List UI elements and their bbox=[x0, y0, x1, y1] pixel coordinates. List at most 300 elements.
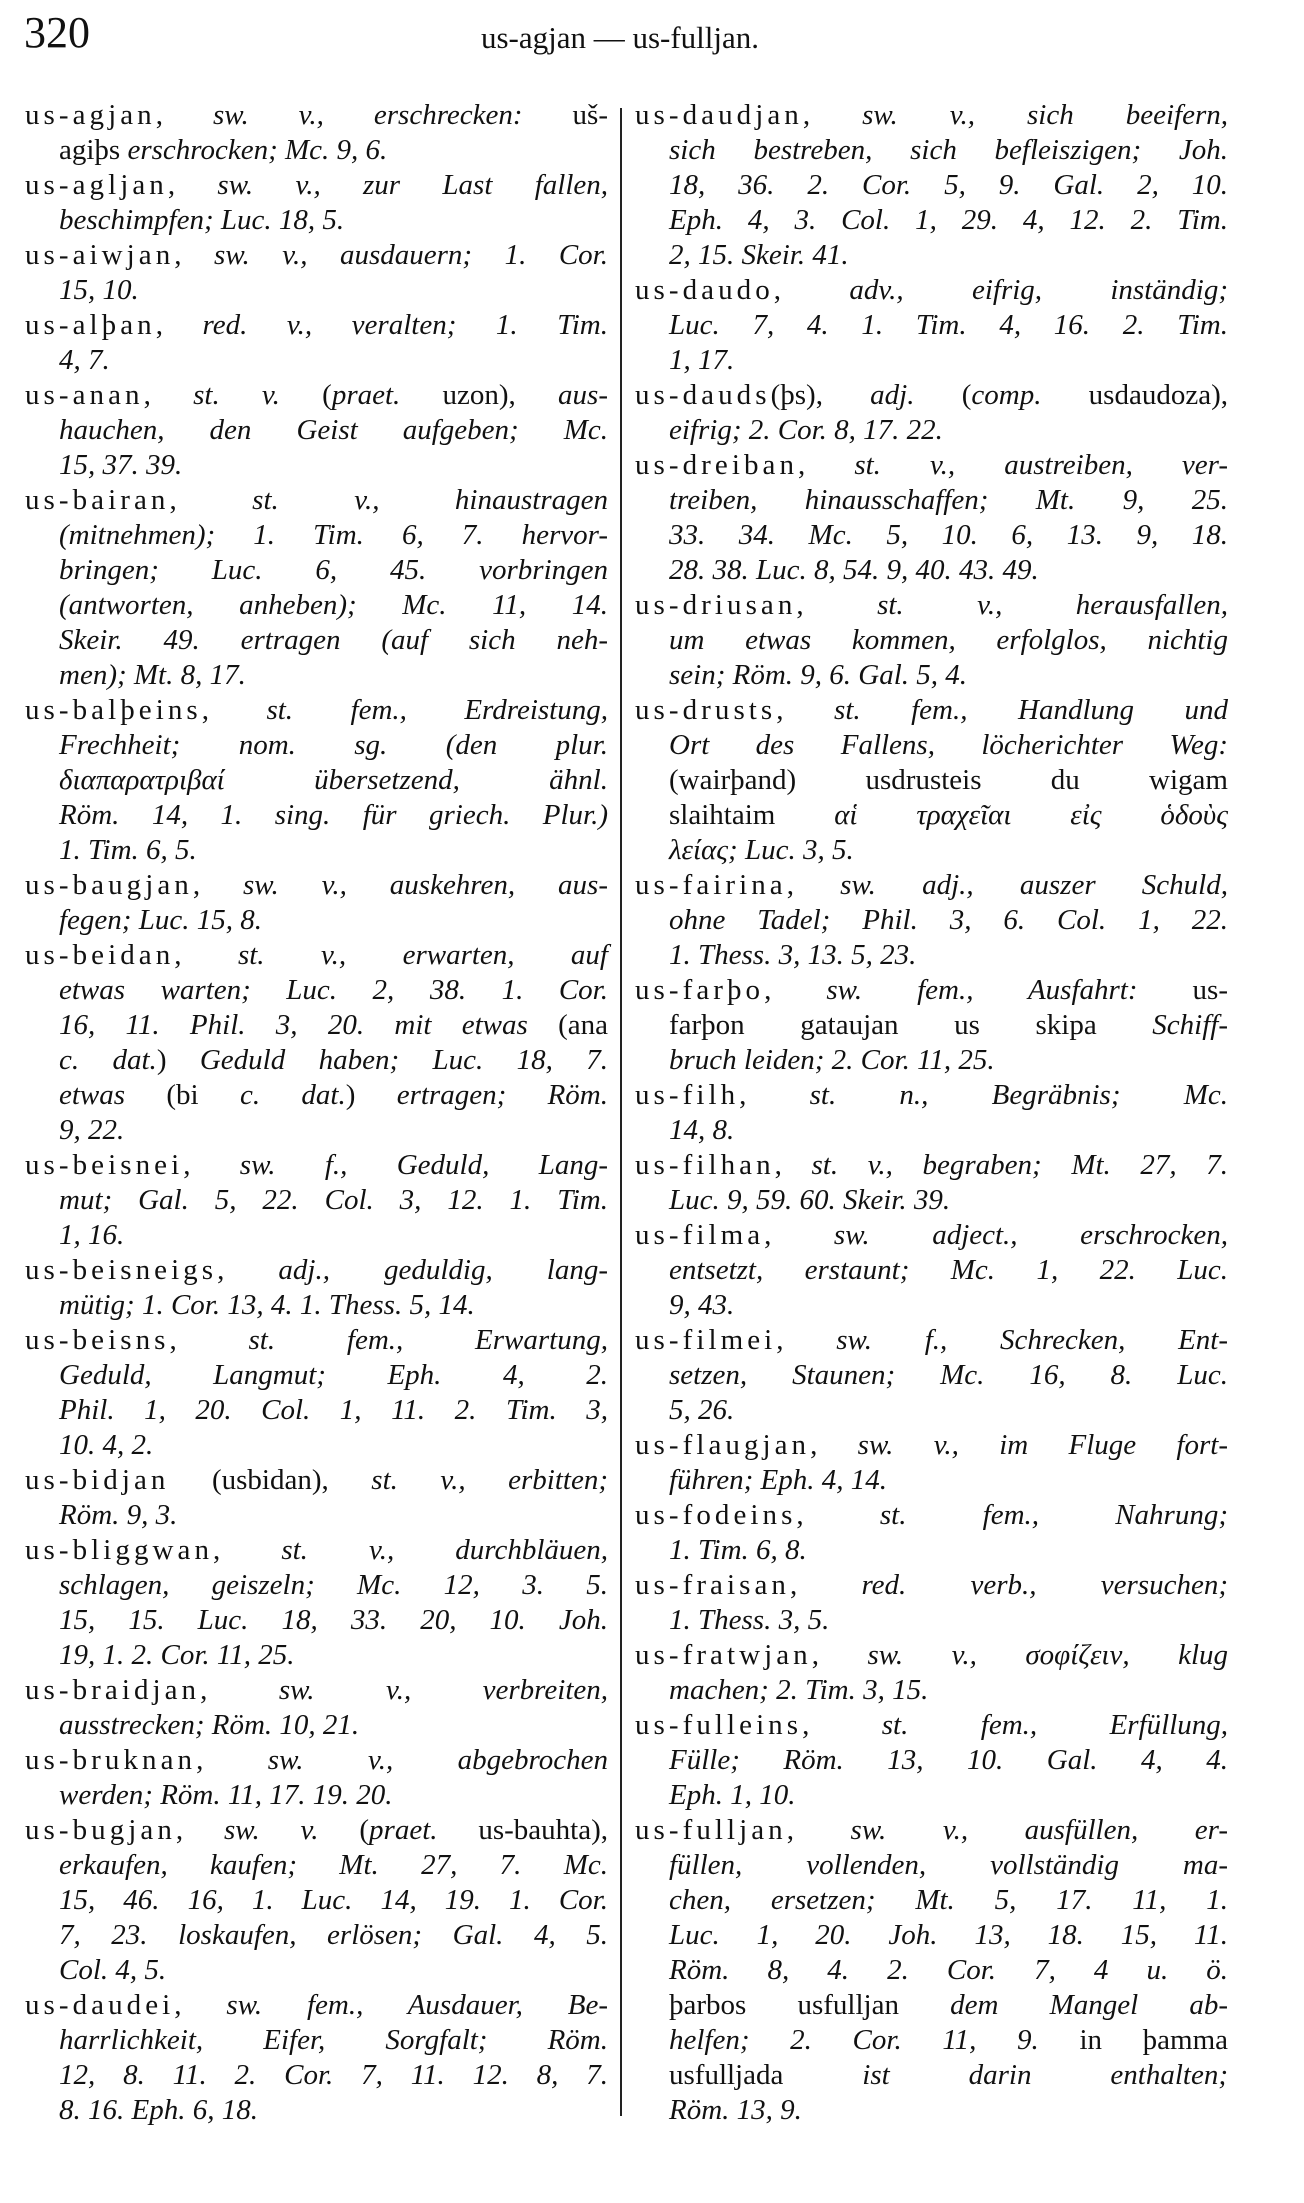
italic-gloss: Röm. 13, 9. bbox=[669, 2094, 802, 2126]
headword: us-braidjan bbox=[25, 1674, 201, 1706]
entry-line bbox=[25, 1498, 608, 1533]
dictionary-entry bbox=[25, 308, 608, 378]
gothic-text: , bbox=[201, 694, 209, 726]
entry-line bbox=[635, 1988, 1228, 2023]
italic-gloss: 1. Tim. 6, 8. bbox=[669, 1534, 807, 1566]
italic-gloss: eifrig; 2. Cor. 8, 17. 22. bbox=[669, 414, 943, 446]
italic-gloss: praet. bbox=[331, 379, 401, 411]
left-column bbox=[25, 98, 608, 2128]
dictionary-entry bbox=[25, 1813, 608, 1988]
entry-line bbox=[635, 1428, 1228, 1463]
italic-gloss: sw. v., erschrecken: bbox=[162, 99, 523, 131]
italic-gloss: praet. bbox=[369, 1814, 438, 1846]
entry-line bbox=[25, 868, 608, 903]
italic-gloss: setzen, Staunen; Mc. 16, 8. Luc. bbox=[669, 1359, 1228, 1391]
gothic-text: þarbos usfulljan bbox=[669, 1989, 951, 2021]
entry-line bbox=[635, 658, 1228, 693]
gothic-text: (þs), bbox=[770, 379, 871, 411]
italic-gloss: aus- bbox=[558, 379, 608, 411]
gothic-text: ( bbox=[279, 379, 332, 411]
italic-gloss: λείας; Luc. 3, 5. bbox=[669, 834, 854, 866]
italic-gloss: sw. adject., erschrocken, bbox=[771, 1219, 1228, 1251]
dictionary-entry bbox=[25, 1743, 608, 1813]
italic-gloss: sein; Röm. 9, 6. Gal. 5, 4. bbox=[669, 659, 968, 691]
italic-gloss: 14, 8. bbox=[669, 1114, 735, 1146]
italic-gloss: sich bestreben, sich befleiszigen; Joh. bbox=[669, 134, 1228, 166]
entry-line bbox=[635, 1323, 1228, 1358]
gothic-text: us-bauhta), bbox=[437, 1814, 608, 1846]
italic-gloss: 15, 10. bbox=[59, 274, 139, 306]
dictionary-entry bbox=[635, 588, 1228, 693]
headword: us-dauds bbox=[635, 379, 771, 411]
headword: us-bugjan bbox=[25, 1814, 176, 1846]
italic-gloss: etwas warten; Luc. 2, 38. 1. Cor. bbox=[59, 974, 608, 1006]
italic-gloss: Geduld, Langmut; Eph. 4, 2. bbox=[59, 1359, 608, 1391]
dictionary-entry bbox=[635, 1638, 1228, 1708]
entry-line bbox=[25, 1533, 608, 1568]
italic-gloss: Fülle; Röm. 13, 10. Gal. 4, 4. bbox=[669, 1744, 1228, 1776]
entry-line bbox=[25, 1428, 608, 1463]
italic-gloss: Luc. 1, 20. Joh. 13, 18. 15, 11. bbox=[669, 1919, 1228, 1951]
italic-gloss: adj. bbox=[870, 379, 915, 411]
dictionary-entry bbox=[25, 98, 608, 168]
entry-line bbox=[25, 1358, 608, 1393]
entry-line bbox=[25, 903, 608, 938]
gothic-text: , bbox=[764, 1219, 772, 1251]
italic-gloss: 1, 16. bbox=[59, 1219, 125, 1251]
entry-line bbox=[635, 973, 1228, 1008]
entry-line bbox=[635, 343, 1228, 378]
entry-line bbox=[635, 553, 1228, 588]
entry-line bbox=[25, 1918, 608, 1953]
entry-line bbox=[25, 1848, 608, 1883]
italic-gloss: st. fem., Erfüllung, bbox=[809, 1709, 1228, 1741]
entry-line bbox=[25, 308, 608, 343]
entry-line bbox=[25, 2058, 608, 2093]
entry-line bbox=[635, 1638, 1228, 1673]
italic-gloss: etwas bbox=[59, 1079, 126, 1111]
entry-line bbox=[25, 1043, 608, 1078]
dictionary-entry bbox=[25, 938, 608, 1148]
italic-gloss: 18, 36. 2. Cor. 5, 9. Gal. 2, 10. bbox=[669, 169, 1228, 201]
entry-line bbox=[635, 238, 1228, 273]
headword: us-filmei bbox=[635, 1324, 777, 1356]
dictionary-entry bbox=[25, 693, 608, 868]
gothic-text: , bbox=[796, 1499, 804, 1531]
italic-gloss: st. v., erbitten; bbox=[371, 1464, 609, 1496]
entry-line bbox=[635, 1043, 1228, 1078]
italic-gloss: comp. bbox=[971, 379, 1042, 411]
italic-gloss: 8. 16. Eph. 6, 18. bbox=[59, 2094, 258, 2126]
gothic-text: , bbox=[183, 1149, 191, 1181]
entry-line bbox=[635, 1078, 1228, 1113]
italic-gloss: ohne Tadel; Phil. 3, 6. Col. 1, 22. bbox=[669, 904, 1228, 936]
gothic-text: , bbox=[786, 869, 794, 901]
gothic-text: , bbox=[798, 449, 806, 481]
italic-gloss: ausstrecken; Röm. 10, 21. bbox=[59, 1709, 360, 1741]
italic-gloss: dem Mangel ab- bbox=[950, 1989, 1228, 2021]
gothic-text: (wairþand) usdrusteis du wigam bbox=[669, 764, 1228, 796]
italic-gloss: adj., geduldig, lang- bbox=[224, 1254, 608, 1286]
dictionary-entry bbox=[25, 238, 608, 308]
entry-line bbox=[25, 1078, 608, 1113]
headword: us-daudjan bbox=[635, 99, 803, 131]
headword: us-agljan bbox=[25, 169, 168, 201]
italic-gloss: st. v., erwarten, auf bbox=[181, 939, 608, 971]
entry-line bbox=[635, 378, 1228, 413]
italic-gloss: sw. v., ausdauern; 1. Cor. bbox=[181, 239, 608, 271]
italic-gloss: werden; Röm. 11, 17. 19. 20. bbox=[59, 1779, 393, 1811]
dictionary-entry bbox=[635, 1148, 1228, 1218]
headword: us-anan bbox=[25, 379, 144, 411]
italic-gloss: sw. f., Geduld, Lang- bbox=[190, 1149, 608, 1181]
gothic-text: uzon), bbox=[400, 379, 559, 411]
dictionary-entry bbox=[635, 1568, 1228, 1638]
gothic-text: , bbox=[776, 694, 784, 726]
italic-gloss: adv., eifrig, inständig; bbox=[781, 274, 1228, 306]
headword: us-beisneigs bbox=[25, 1254, 218, 1286]
entry-line bbox=[635, 1743, 1228, 1778]
entry-line bbox=[25, 623, 608, 658]
gothic-text: ( bbox=[914, 379, 972, 411]
dictionary-entry bbox=[635, 1428, 1228, 1498]
dictionary-entry bbox=[25, 168, 608, 238]
italic-gloss: harrlichkeit, Eifer, Sorgfalt; Röm. bbox=[59, 2024, 608, 2056]
italic-gloss: st. v., begraben; Mt. 27, 7. bbox=[781, 1149, 1228, 1181]
gothic-text: , bbox=[213, 1534, 221, 1566]
entry-line bbox=[25, 833, 608, 868]
italic-gloss: Röm. 9, 3. bbox=[59, 1499, 178, 1531]
gothic-text: , bbox=[143, 379, 151, 411]
gothic-text: , bbox=[802, 1709, 810, 1741]
entry-line bbox=[635, 308, 1228, 343]
entry-line bbox=[25, 448, 608, 483]
italic-gloss: Frechheit; nom. sg. (den plur. bbox=[59, 729, 608, 761]
entry-line bbox=[25, 728, 608, 763]
entry-line bbox=[635, 693, 1228, 728]
gothic-text: , bbox=[155, 309, 163, 341]
gothic-text: , bbox=[802, 99, 811, 131]
headword: us-driusan bbox=[635, 589, 797, 621]
italic-gloss: erschrocken; Mc. 9, 6. bbox=[127, 134, 388, 166]
italic-gloss: ertragen; Röm. bbox=[396, 1079, 608, 1111]
entry-line bbox=[25, 518, 608, 553]
italic-gloss: (antworten, anheben); Mc. 11, 14. bbox=[59, 589, 608, 621]
entry-line bbox=[25, 1288, 608, 1323]
italic-gloss: Röm. 14, 1. sing. für griech. Plur.) bbox=[59, 799, 608, 831]
headword: us-beisnei bbox=[25, 1149, 184, 1181]
italic-gloss: red. v., veralten; 1. Tim. bbox=[162, 309, 608, 341]
italic-gloss: 10. 4, 2. bbox=[59, 1429, 154, 1461]
italic-gloss: 16, 11. Phil. 3, 20. mit etwas bbox=[59, 1009, 528, 1041]
italic-gloss: Skeir. 49. ertragen (auf sich neh- bbox=[59, 624, 608, 656]
entry-line bbox=[25, 413, 608, 448]
headword: us-fraisan bbox=[635, 1569, 790, 1601]
italic-gloss: Eph. 4, 3. Col. 1, 29. 4, 12. 2. Tim. bbox=[669, 204, 1228, 236]
headword: us-daudei bbox=[25, 1989, 175, 2021]
gothic-text: usdaudoza), bbox=[1041, 379, 1228, 411]
headword: us-fodeins bbox=[635, 1499, 797, 1531]
italic-gloss: Col. 4, 5. bbox=[59, 1954, 167, 1986]
entry-line bbox=[635, 798, 1228, 833]
entry-line bbox=[25, 483, 608, 518]
gothic-text: , bbox=[192, 869, 201, 901]
dictionary-entry bbox=[635, 448, 1228, 588]
italic-gloss: sw. v. bbox=[183, 1814, 319, 1846]
entry-line bbox=[25, 553, 608, 588]
entry-line bbox=[25, 1743, 608, 1778]
italic-gloss: sw. v., verbreiten, bbox=[207, 1674, 608, 1706]
gothic-text: , bbox=[167, 169, 176, 201]
italic-gloss: st. fem., Handlung und bbox=[783, 694, 1228, 726]
entry-line bbox=[635, 1498, 1228, 1533]
entry-line bbox=[25, 693, 608, 728]
italic-gloss: hauchen, den Geist aufgeben; Mc. bbox=[59, 414, 608, 446]
headword: us-bairan bbox=[25, 484, 170, 516]
italic-gloss: mut; Gal. 5, 22. Col. 3, 12. 1. Tim. bbox=[59, 1184, 608, 1216]
entry-line bbox=[635, 1463, 1228, 1498]
entry-line bbox=[635, 1533, 1228, 1568]
entry-line bbox=[635, 1393, 1228, 1428]
italic-gloss: erkaufen, kaufen; Mt. 27, 7. Mc. bbox=[59, 1849, 608, 1881]
italic-gloss: st. v., hinaustragen bbox=[176, 484, 608, 516]
dictionary-entry bbox=[25, 1533, 608, 1673]
gothic-text: , bbox=[739, 1079, 747, 1111]
italic-gloss: 12, 8. 11. 2. Cor. 7, 11. 12. 8, 7. bbox=[59, 2059, 608, 2091]
entry-line bbox=[635, 273, 1228, 308]
gothic-text: , bbox=[796, 589, 804, 621]
entry-line bbox=[635, 483, 1228, 518]
entry-line bbox=[635, 133, 1228, 168]
italic-gloss: Phil. 1, 20. Col. 1, 11. 2. Tim. 3, bbox=[59, 1394, 608, 1426]
italic-gloss: Schiff- bbox=[1152, 1009, 1228, 1041]
dictionary-entry bbox=[635, 273, 1228, 378]
italic-gloss: schlagen, geiszeln; Mc. 12, 3. 5. bbox=[59, 1569, 608, 1601]
dictionary-entry bbox=[25, 1988, 608, 2128]
entry-line bbox=[635, 903, 1228, 938]
entry-line bbox=[635, 1778, 1228, 1813]
italic-gloss: bruch leiden; 2. Cor. 11, 25. bbox=[669, 1044, 995, 1076]
italic-gloss: (mitnehmen); 1. Tim. 6, 7. hervor- bbox=[59, 519, 608, 551]
entry-line bbox=[25, 2093, 608, 2128]
entry-line bbox=[25, 133, 608, 168]
italic-gloss: red. verb., versuchen; bbox=[797, 1569, 1228, 1601]
italic-gloss: 19, 1. 2. Cor. 11, 25. bbox=[59, 1639, 295, 1671]
entry-line bbox=[635, 588, 1228, 623]
dictionary-entry bbox=[25, 378, 608, 483]
gothic-text: us- bbox=[1137, 974, 1228, 1006]
headword: us-filh bbox=[635, 1079, 740, 1111]
gothic-text: , bbox=[773, 274, 782, 306]
entry-line bbox=[25, 1463, 608, 1498]
headword: us-fulleins bbox=[635, 1709, 803, 1741]
gothic-text: , bbox=[169, 1324, 177, 1356]
italic-gloss: 33. 34. Mc. 5, 10. 6, 13. 9, 18. bbox=[669, 519, 1228, 551]
gothic-text: , bbox=[217, 1254, 225, 1286]
gothic-text: (ana bbox=[527, 1009, 608, 1041]
dictionary-entry bbox=[635, 868, 1228, 973]
entry-line bbox=[25, 1148, 608, 1183]
dictionary-entry bbox=[635, 973, 1228, 1078]
italic-gloss: sw. fem., Ausfahrt: bbox=[771, 974, 1138, 1006]
entry-line bbox=[25, 168, 608, 203]
entry-line bbox=[25, 273, 608, 308]
italic-gloss: 15, 46. 16, 1. Luc. 14, 19. 1. Cor. bbox=[59, 1884, 608, 1916]
right-column bbox=[635, 98, 1228, 2128]
entry-line bbox=[25, 1218, 608, 1253]
gothic-text: , bbox=[810, 1429, 818, 1461]
entry-line bbox=[635, 623, 1228, 658]
gothic-text: , bbox=[774, 1149, 782, 1181]
headword: us-bliggwan bbox=[25, 1534, 214, 1566]
dictionary-entry bbox=[635, 1218, 1228, 1323]
italic-gloss: bringen; Luc. 6, 45. vorbringen bbox=[59, 554, 608, 586]
dictionary-entry bbox=[25, 1463, 608, 1533]
entry-line bbox=[635, 1813, 1228, 1848]
italic-gloss: st. v. bbox=[150, 379, 280, 411]
headword: us-daudo bbox=[635, 274, 774, 306]
italic-gloss: st. v., herausfallen, bbox=[803, 589, 1228, 621]
gothic-text: in þamma bbox=[1038, 2024, 1228, 2056]
gothic-text: usfulljada bbox=[669, 2059, 863, 2091]
italic-gloss: c. dat. bbox=[239, 1079, 346, 1111]
dictionary-entry bbox=[25, 1148, 608, 1253]
gothic-text: (usbidan), bbox=[169, 1464, 372, 1496]
italic-gloss: Luc. 9, 59. 60. Skeir. 39. bbox=[669, 1184, 951, 1216]
headword: us-flaugjan bbox=[635, 1429, 811, 1461]
italic-gloss: c. dat. bbox=[59, 1044, 157, 1076]
dictionary-entry bbox=[635, 1813, 1228, 2128]
italic-gloss: helfen; 2. Cor. 11, 9. bbox=[669, 2024, 1039, 2056]
dictionary-entry bbox=[635, 693, 1228, 868]
italic-gloss: st. v., austreiben, ver- bbox=[805, 449, 1228, 481]
entry-line bbox=[635, 728, 1228, 763]
gothic-text: ) bbox=[156, 1044, 200, 1076]
entry-line bbox=[25, 343, 608, 378]
italic-gloss: machen; 2. Tim. 3, 15. bbox=[669, 1674, 929, 1706]
italic-gloss: men); Mt. 8, 17. bbox=[59, 659, 246, 691]
headword: us-baugjan bbox=[25, 869, 193, 901]
entry-line bbox=[25, 798, 608, 833]
gothic-text: , bbox=[789, 1569, 798, 1601]
entry-line bbox=[25, 1183, 608, 1218]
gothic-text: , bbox=[811, 1639, 819, 1671]
running-head: us-agjan — us-fulljan. bbox=[480, 20, 760, 55]
dictionary-entry bbox=[635, 1708, 1228, 1813]
italic-gloss: st. n., Begräbnis; Mc. bbox=[746, 1079, 1228, 1111]
entry-line bbox=[25, 1008, 608, 1043]
dictionary-entry bbox=[635, 1498, 1228, 1568]
italic-gloss: διαπαρατριβαί übersetzend, ähnl. bbox=[59, 764, 608, 796]
dictionary-entry bbox=[635, 1323, 1228, 1428]
headword: us-fratwjan bbox=[635, 1639, 812, 1671]
italic-gloss: sw. v., im Fluge fort- bbox=[817, 1429, 1228, 1461]
entry-line bbox=[635, 203, 1228, 238]
entry-line bbox=[25, 658, 608, 693]
italic-gloss: 2, 15. Skeir. 41. bbox=[669, 239, 849, 271]
dictionary-entry bbox=[25, 483, 608, 693]
italic-gloss: sw. adj., auszer Schuld, bbox=[793, 869, 1228, 901]
italic-gloss: 1. Tim. 6, 5. bbox=[59, 834, 197, 866]
italic-gloss: ist darin enthalten; bbox=[862, 2059, 1228, 2091]
italic-gloss: st. fem., Erdreistung, bbox=[209, 694, 608, 726]
entry-line bbox=[25, 1253, 608, 1288]
headword: us-aiwjan bbox=[25, 239, 175, 271]
italic-gloss: füllen, vollenden, vollständig ma- bbox=[669, 1849, 1228, 1881]
entry-line bbox=[635, 868, 1228, 903]
italic-gloss: st. fem., Nahrung; bbox=[803, 1499, 1228, 1531]
entry-line bbox=[25, 1813, 608, 1848]
headword: us-balþeins bbox=[25, 694, 202, 726]
headword: us-alþan bbox=[25, 309, 156, 341]
italic-gloss: st. v., durchbläuen, bbox=[220, 1534, 608, 1566]
entry-line bbox=[635, 1358, 1228, 1393]
gothic-text: slaihtaim bbox=[669, 799, 835, 831]
entry-line bbox=[25, 1323, 608, 1358]
entry-line bbox=[25, 973, 608, 1008]
entry-line bbox=[635, 413, 1228, 448]
entry-line bbox=[25, 98, 608, 133]
entry-line bbox=[635, 2093, 1228, 2128]
entry-line bbox=[635, 763, 1228, 798]
italic-gloss: Röm. 8, 4. 2. Cor. 7, 4 u. ö. bbox=[669, 1954, 1228, 1986]
italic-gloss: beschimpfen; Luc. 18, 5. bbox=[59, 204, 345, 236]
dictionary-entry bbox=[25, 1323, 608, 1463]
entry-line bbox=[635, 938, 1228, 973]
italic-gloss: 9, 43. bbox=[669, 1289, 735, 1321]
headword: us-beisns bbox=[25, 1324, 170, 1356]
headword: us-bruknan bbox=[25, 1744, 197, 1776]
entry-line bbox=[25, 588, 608, 623]
headword: us-bidjan bbox=[25, 1464, 170, 1496]
entry-line bbox=[25, 2023, 608, 2058]
entry-line bbox=[25, 1113, 608, 1148]
italic-gloss: sw. v., zur Last fallen, bbox=[175, 169, 608, 201]
italic-gloss: fegen; Luc. 15, 8. bbox=[59, 904, 262, 936]
gothic-text: ( bbox=[318, 1814, 370, 1846]
italic-gloss: st. fem., Erwartung, bbox=[176, 1324, 608, 1356]
headword: us-farþo bbox=[635, 974, 765, 1006]
gothic-text: (bi bbox=[125, 1079, 240, 1111]
gothic-text: , bbox=[174, 239, 182, 271]
entry-line bbox=[635, 1848, 1228, 1883]
entry-line bbox=[635, 1953, 1228, 1988]
entry-line bbox=[635, 1673, 1228, 1708]
entry-line bbox=[635, 2058, 1228, 2093]
entry-line bbox=[635, 1218, 1228, 1253]
italic-gloss: führen; Eph. 4, 14. bbox=[669, 1464, 888, 1496]
gothic-text: uš- bbox=[522, 99, 608, 131]
entry-line bbox=[635, 1918, 1228, 1953]
entry-line bbox=[635, 1113, 1228, 1148]
dictionary-entry bbox=[635, 1078, 1228, 1148]
italic-gloss: 7, 23. loskaufen, erlösen; Gal. 4, 5. bbox=[59, 1919, 608, 1951]
gothic-text: , bbox=[196, 1744, 204, 1776]
entry-line bbox=[25, 1883, 608, 1918]
dictionary-entry bbox=[635, 378, 1228, 448]
entry-line bbox=[635, 1253, 1228, 1288]
entry-line bbox=[635, 168, 1228, 203]
headword: us-drusts bbox=[635, 694, 777, 726]
italic-gloss: um etwas kommen, erfolglos, nichtig bbox=[669, 624, 1228, 656]
entry-line bbox=[25, 1953, 608, 1988]
italic-gloss: treiben, hinausschaffen; Mt. 9, 25. bbox=[669, 484, 1228, 516]
italic-gloss: sw. f., Schrecken, Ent- bbox=[783, 1324, 1228, 1356]
italic-gloss: 15, 15. Luc. 18, 33. 20, 10. Joh. bbox=[59, 1604, 608, 1636]
italic-gloss: 1. Thess. 3, 5. bbox=[669, 1604, 830, 1636]
entry-line bbox=[635, 98, 1228, 133]
entry-line bbox=[635, 1288, 1228, 1323]
